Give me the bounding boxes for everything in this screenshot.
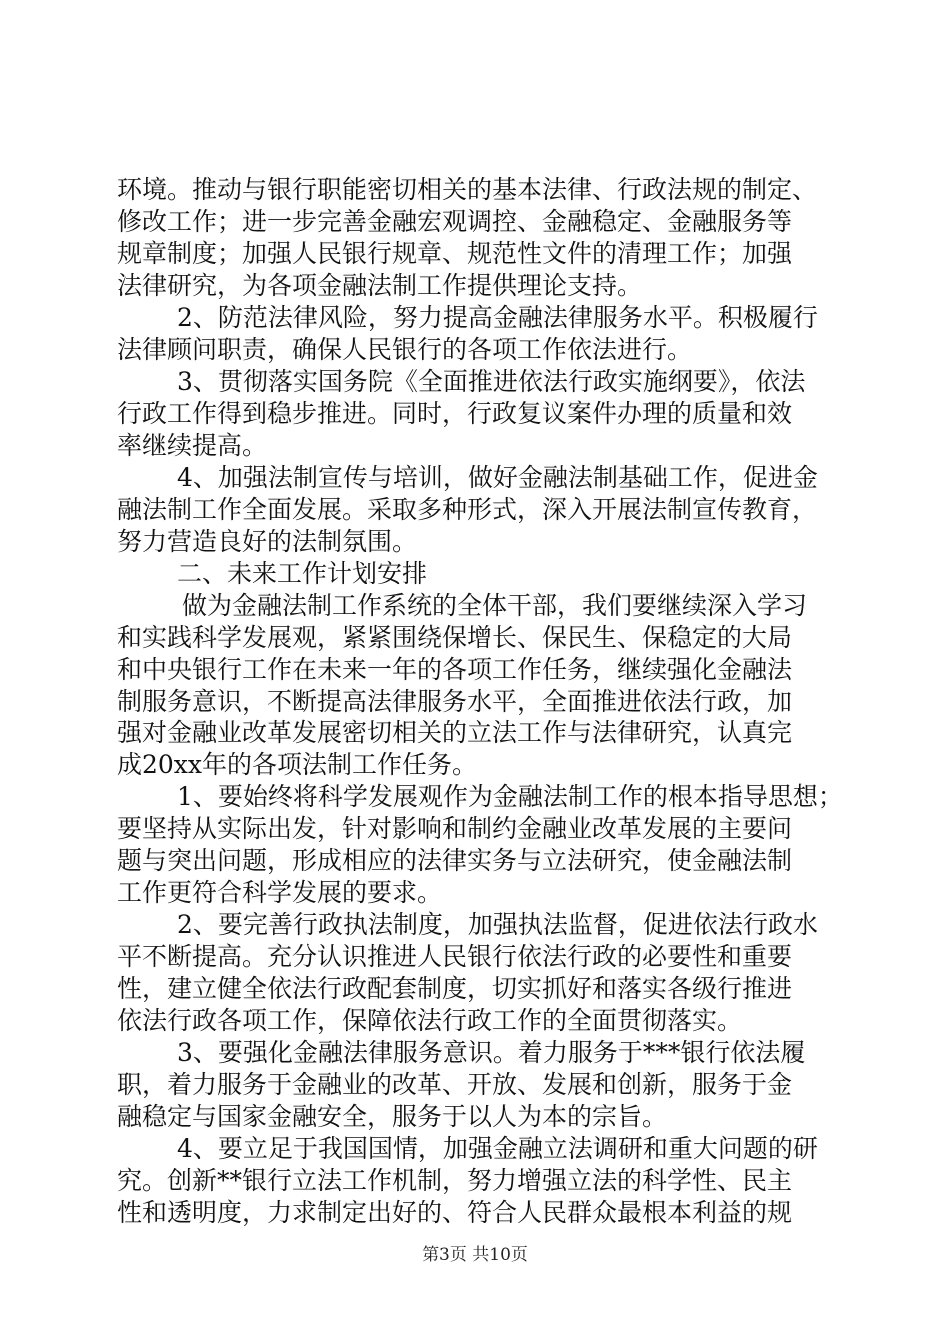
body-line: 法律顾问职责，确保人民银行的各项工作依法进行。 <box>117 335 693 364</box>
body-line: 和中央银行工作在未来一年的各项工作任务，继续强化金融法 <box>117 655 793 684</box>
body-line: 4、要立足于我国国情，加强金融立法调研和重大问题的研 <box>177 1134 818 1163</box>
body-line: 做为金融法制工作系统的全体干部，我们要继续深入学习 <box>182 591 808 620</box>
body-line: 4、加强法制宣传与培训，做好金融法制基础工作，促进金 <box>177 463 818 492</box>
body-line: 制服务意识，不断提高法律服务水平，全面推进依法行政，加 <box>117 687 793 716</box>
body-line: 行政工作得到稳步推进。同时，行政复议案件办理的质量和效 <box>117 399 793 428</box>
body-line: 环境。推动与银行职能密切相关的基本法律、行政法规的制定、 <box>117 175 818 204</box>
body-line: 规章制度；加强人民银行规章、规范性文件的清理工作；加强 <box>117 239 793 268</box>
body-line: 3、贯彻落实国务院《全面推进依法行政实施纲要》，依法 <box>177 367 806 396</box>
body-line: 职，着力服务于金融业的改革、开放、发展和创新，服务于金 <box>117 1070 793 1099</box>
body-line: 平不断提高。充分认识推进人民银行依法行政的必要性和重要 <box>117 942 793 971</box>
body-line: 究。创新**银行立法工作机制，努力增强立法的科学性、民主 <box>117 1166 793 1195</box>
body-line: 依法行政各项工作，保障依法行政工作的全面贯彻落实。 <box>117 1006 743 1035</box>
body-line: 性和透明度，力求制定出好的、符合人民群众最根本利益的规 <box>117 1198 793 1227</box>
body-line: 1、要始终将科学发展观作为金融法制工作的根本指导思想； <box>177 782 843 811</box>
body-line: 成20xx年的各项法制工作任务。 <box>117 750 478 779</box>
body-line: 和实践科学发展观，紧紧围绕保增长、保民生、保稳定的大局 <box>117 623 793 652</box>
body-line: 融法制工作全面发展。采取多种形式，深入开展法制宣传教育， <box>117 495 818 524</box>
body-line: 要坚持从实际出发，针对影响和制约金融业改革发展的主要问 <box>117 814 793 843</box>
body-line: 率继续提高。 <box>117 431 268 460</box>
body-line: 3、要强化金融法律服务意识。着力服务于***银行依法履 <box>177 1038 806 1067</box>
body-line: 性，建立健全依法行政配套制度，切实抓好和落实各级行推进 <box>117 974 793 1003</box>
body-line: 法律研究，为各项金融法制工作提供理论支持。 <box>117 271 643 300</box>
body-line: 工作更符合科学发展的要求。 <box>117 878 443 907</box>
section-heading: 二、未来工作计划安排 <box>177 559 428 588</box>
body-line: 2、防范法律风险，努力提高金融法律服务水平。积极履行 <box>177 303 818 332</box>
body-line: 强对金融业改革发展密切相关的立法工作与法律研究，认真完 <box>117 718 793 747</box>
body-line: 题与突出问题，形成相应的法律实务与立法研究，使金融法制 <box>117 846 793 875</box>
body-line: 2、要完善行政执法制度，加强执法监督，促进依法行政水 <box>177 910 818 939</box>
page-footer: 第3页 共10页 <box>422 1245 528 1265</box>
body-line: 修改工作；进一步完善金融宏观调控、金融稳定、金融服务等 <box>117 207 793 236</box>
body-line: 融稳定与国家金融安全，服务于以人为本的宗旨。 <box>117 1102 668 1131</box>
body-line: 努力营造良好的法制氛围。 <box>117 527 418 556</box>
